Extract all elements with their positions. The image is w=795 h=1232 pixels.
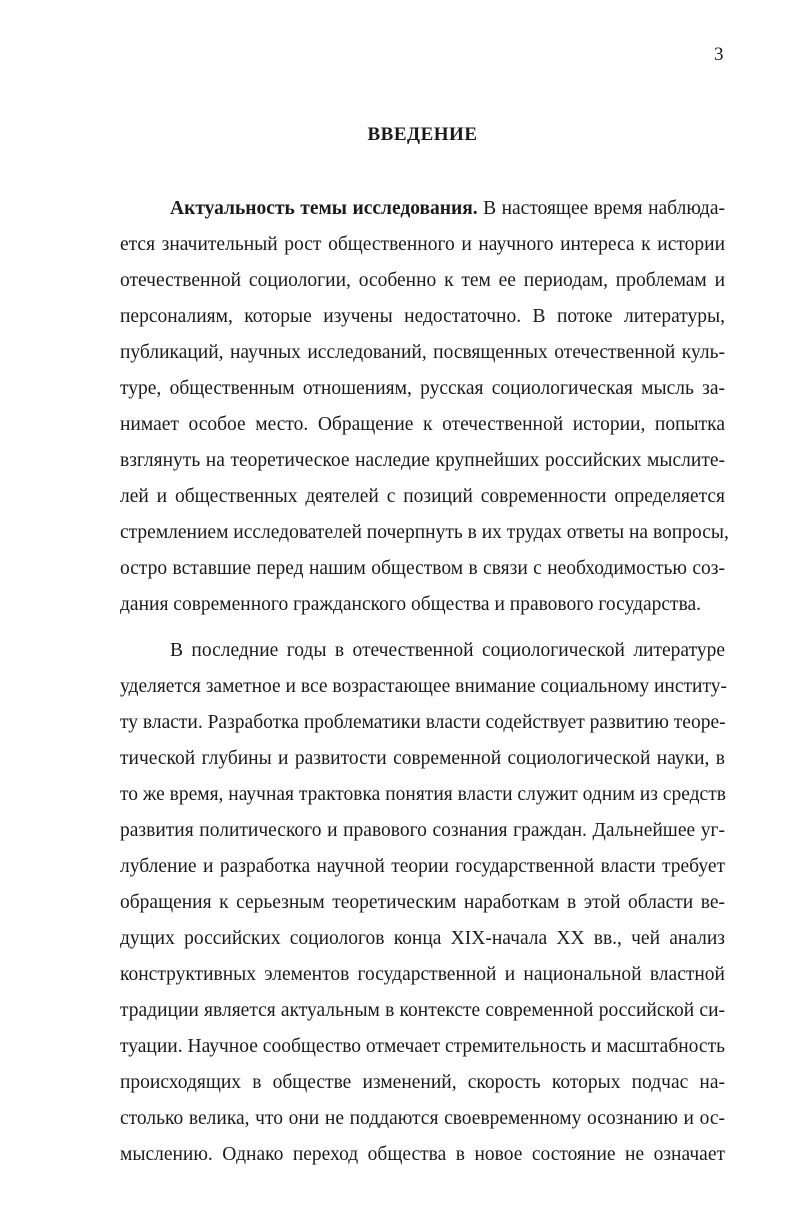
paragraph-line: конструктивных элементов государственной и национальной властной	[120, 964, 725, 985]
relevance-heading: Актуальность темы исследования.	[170, 198, 478, 219]
paragraph-line: стремлением исследователей почерпнуть в их трудах ответы на вопросы,	[120, 522, 729, 543]
paragraph-line: публикаций, научных исследований, посвященных отечественной куль-	[120, 342, 725, 363]
page-title: ВВЕДЕНИЕ	[367, 124, 478, 145]
paragraph-line: обращения к серьезным теоретическим наработкам в этой области ве-	[120, 892, 725, 913]
paragraph-relevance	[120, 191, 729, 623]
paragraph-line: уделяется заметное и все возрастающее внимание социальному институ-	[120, 676, 727, 697]
paragraph-line: мыслению. Однако переход общества в новое состояние не означает	[120, 1144, 725, 1165]
paragraph-line: дущих российских социологов конца XIX-начала XX вв., чей анализ	[120, 928, 725, 949]
page-number: 3	[714, 44, 724, 65]
paragraph-line: лубление и разработка научной теории государственной власти требует	[120, 856, 725, 877]
paragraph-line: традиции является актуальным в контексте современной российской си-	[120, 1000, 725, 1021]
paragraph-line: В последние годы в отечественной социологической литературе	[170, 640, 725, 661]
paragraph-line: отечественной социологии, особенно к тем ее периодам, проблемам и	[120, 270, 725, 291]
paragraph-line: туации. Научное сообщество отмечает стремительность и масштабность	[120, 1036, 725, 1057]
paragraph-line: взглянуть на теоретическое наследие крупнейших российских мыслите-	[120, 450, 725, 471]
paragraph-line: столько велика, что они не поддаются своевременному осознанию и ос-	[120, 1108, 725, 1129]
paragraph-gap	[120, 623, 725, 633]
paragraph-line: развития политического и правового сознания граждан. Дальнейшее уг-	[120, 820, 725, 841]
line-text: В настоящее время наблюда-	[477, 198, 725, 219]
paragraph-power	[120, 633, 725, 1173]
paragraph-line: нимает особое место. Обращение к отечественной истории, попытка	[120, 414, 725, 435]
paragraph-line	[120, 191, 725, 227]
paragraph-line: лей и общественных деятелей с позиций современности определяется	[120, 486, 725, 507]
paragraph-line: то же время, научная трактовка понятия власти служит одним из средств	[120, 784, 726, 805]
paragraph-line: туре, общественным отношениям, русская социологическая мысль за-	[120, 378, 725, 399]
paragraph-line: персоналиям, которые изучены недостаточно. В потоке литературы,	[120, 306, 725, 327]
body-text	[120, 191, 729, 1173]
paragraph-line: ется значительный рост общественного и научного интереса к истории	[120, 234, 725, 255]
paragraph-line: происходящих в обществе изменений, скорость которых подчас на-	[120, 1072, 725, 1093]
paragraph-line: остро вставшие перед нашим обществом в связи с необходимостью соз-	[120, 558, 725, 579]
paragraph-line: дания современного гражданского общества и правового государства.	[120, 594, 702, 615]
paragraph-line: ту власти. Разработка проблематики власти содействует развитию теоре-	[120, 712, 726, 733]
paragraph-line: тической глубины и развитости современной социологической науки, в	[120, 748, 725, 769]
